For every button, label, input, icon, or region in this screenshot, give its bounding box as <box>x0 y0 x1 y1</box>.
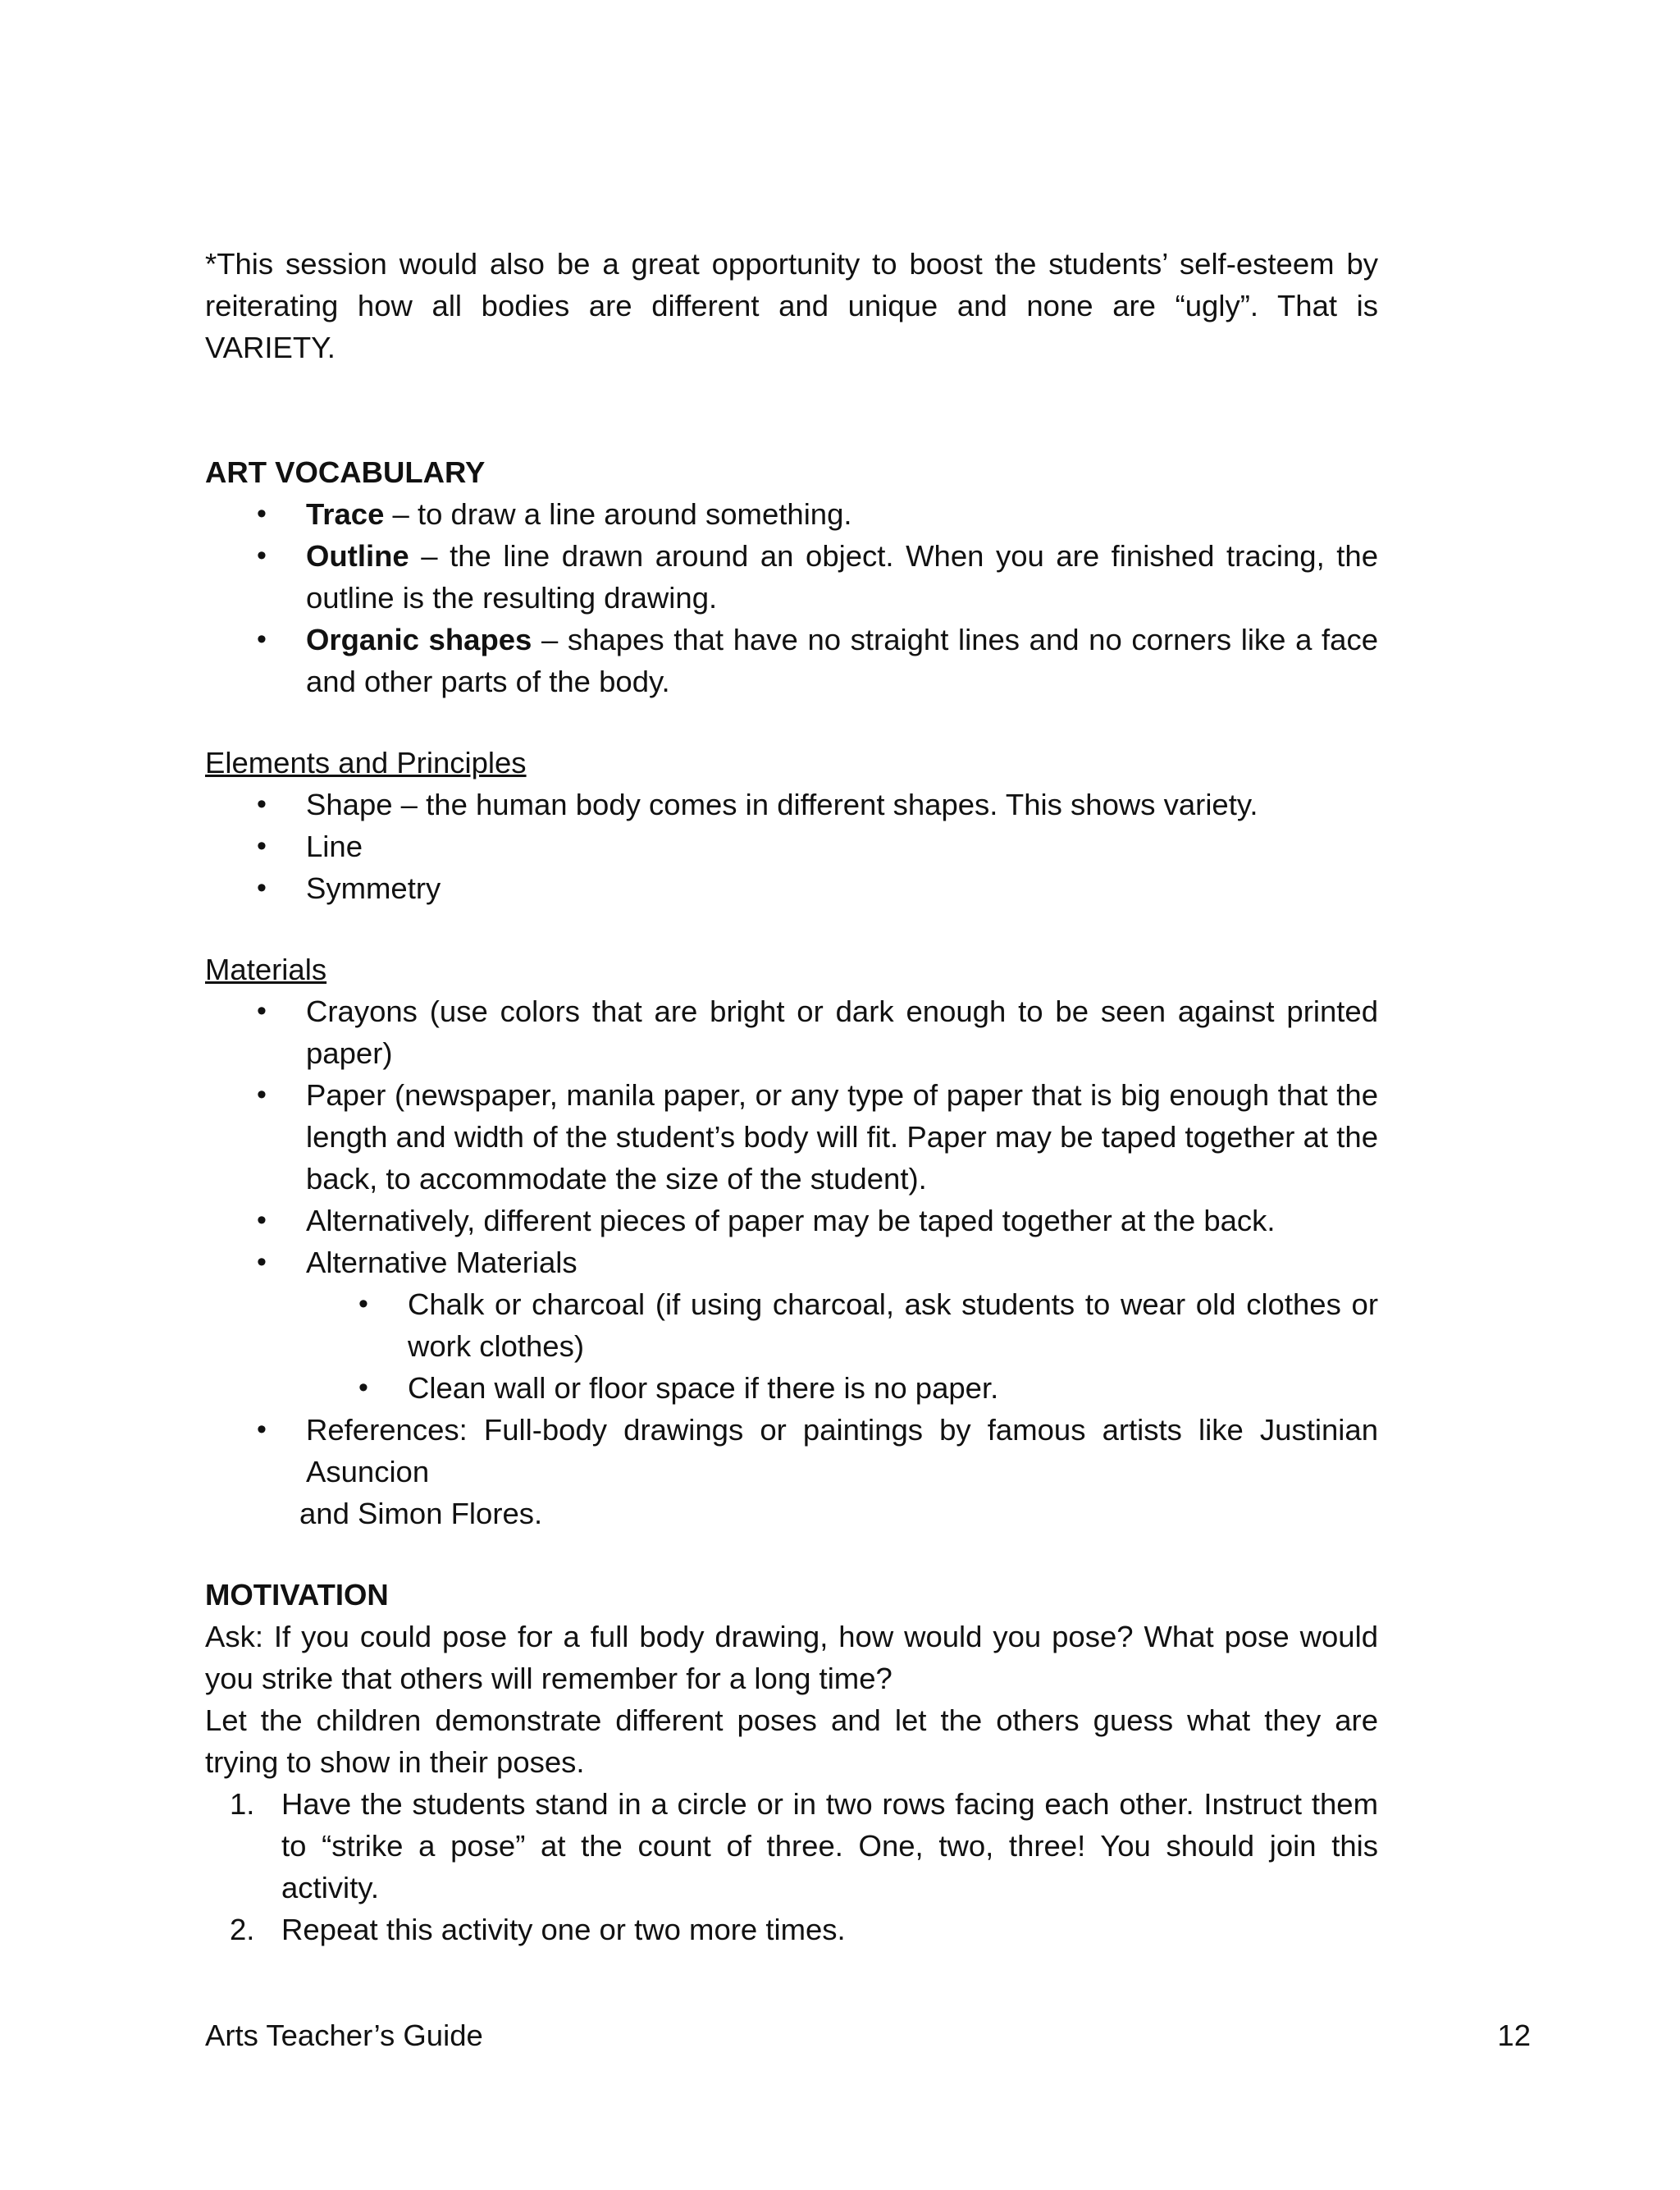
vocab-term: Outline <box>306 539 409 573</box>
art-vocabulary-heading: ART VOCABULARY <box>205 455 486 489</box>
motivation-paragraph-1: Ask: If you could pose for a full body drawing, how would you pose? What pose would you strike that others will remember for a long time? <box>205 1620 1378 1695</box>
materials-heading: Materials <box>205 953 327 986</box>
motivation-paragraph-2: Let the children demonstrate different poses and let the others guess what they are trying to show in their poses. <box>205 1703 1378 1779</box>
list-item <box>205 1241 1378 1283</box>
intro-line-3: VARIETY. <box>205 331 336 364</box>
alternative-materials-label: Alternative Materials <box>306 1246 578 1279</box>
vocab-item-organic-shapes <box>205 619 1378 702</box>
references-continuation: and Simon Flores. <box>299 1497 543 1530</box>
list-item: • Symmetry <box>205 867 1378 909</box>
step-item <box>205 1783 1378 1909</box>
document-body <box>205 243 1378 1950</box>
references-list <box>205 1409 1378 1493</box>
step-number: 1. <box>230 1787 255 1821</box>
list-item: • Shape – the human body comes in different shapes. This shows variety. <box>205 784 1378 825</box>
motivation-heading: MOTIVATION <box>205 1578 389 1612</box>
art-vocabulary-list <box>205 493 1378 702</box>
alternative-materials-list <box>205 1283 1378 1409</box>
vocab-definition: – to draw a line around something. <box>384 497 852 531</box>
intro-line-1: *This session would also be a great opportunity to boost the students’ self-esteem by <box>205 247 1378 281</box>
page-footer <box>205 2014 1531 2056</box>
vocab-term: Trace <box>306 497 385 531</box>
vocab-item-outline <box>205 535 1378 619</box>
step-text: Have the students stand in a circle or in two rows facing each other. Instruct them to “strike a pose” at the count of three. One, two, three! You should join this activity. <box>281 1787 1378 1904</box>
vocab-term: Organic shapes <box>306 623 532 656</box>
list-item: • Line <box>205 825 1378 867</box>
step-item <box>205 1909 1378 1950</box>
list-item: • Crayons (use colors that are bright or dark enough to be seen against printed paper) <box>205 990 1378 1074</box>
materials-list <box>205 990 1378 1283</box>
elements-list <box>205 784 1378 909</box>
page-number: 12 <box>1497 2019 1531 2052</box>
vocab-definition: – the line drawn around an object. When you are finished tracing, the outline is the resulting drawing. <box>306 539 1378 615</box>
step-text: Repeat this activity one or two more times. <box>281 1913 846 1946</box>
list-item: • Clean wall or floor space if there is no paper. <box>205 1367 1378 1409</box>
vocab-item-trace <box>205 493 1378 535</box>
list-item: • Alternatively, different pieces of paper may be taped together at the back. <box>205 1200 1378 1241</box>
intro-line-2: reiterating how all bodies are different and unique and none are “ugly”. That is <box>205 289 1378 322</box>
step-number: 2. <box>230 1913 255 1946</box>
footer-title: Arts Teacher’s Guide <box>205 2019 483 2052</box>
elements-heading: Elements and Principles <box>205 746 527 780</box>
vocab-definition: – shapes that have no straight lines and no corners like a face and other parts of the body. <box>306 623 1379 698</box>
list-item: • Paper (newspaper, manila paper, or any type of paper that is big enough that the length and width of the student’s body will fit. Paper may be taped together at the back, to accommodate the size of the student). <box>205 1074 1378 1200</box>
references-item: • References: Full-body drawings or paintings by famous artists like Justinian Asuncion <box>205 1409 1378 1493</box>
list-item: • Chalk or charcoal (if using charcoal, ask students to wear old clothes or work clothes) <box>205 1283 1378 1367</box>
motivation-steps <box>205 1783 1378 1950</box>
